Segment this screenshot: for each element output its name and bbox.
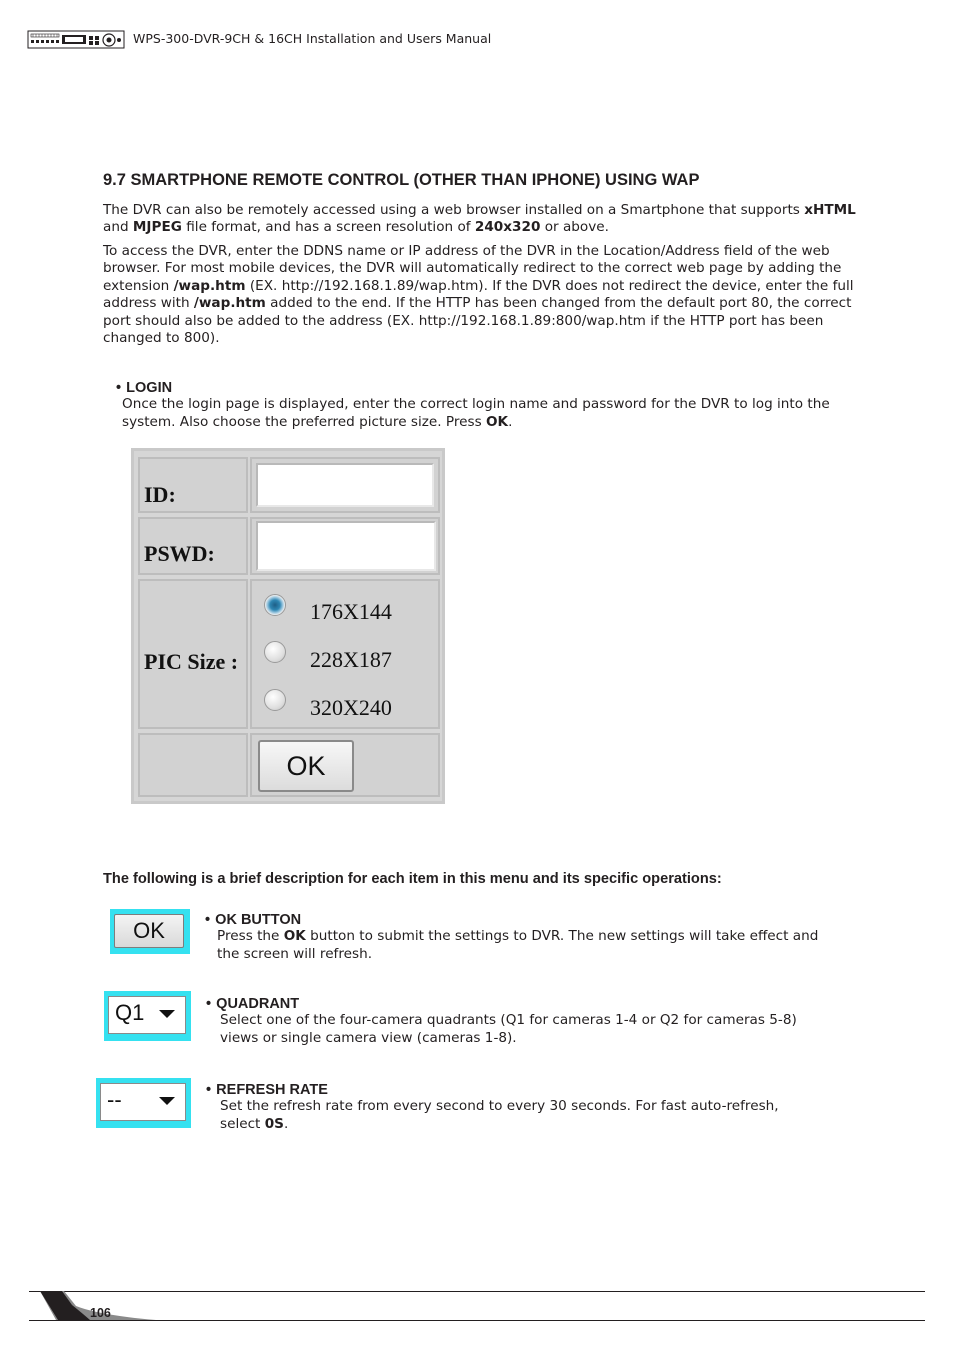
radio-176x144[interactable] bbox=[264, 594, 286, 616]
ok-button-widget-frame bbox=[110, 909, 190, 954]
login-form-screenshot bbox=[131, 448, 445, 804]
refresh-rate-heading: • REFRESH RATE bbox=[206, 1082, 328, 1098]
pswd-input-cell bbox=[250, 517, 440, 575]
chevron-down-icon bbox=[159, 1097, 175, 1105]
quadrant-heading: • QUADRANT bbox=[206, 996, 300, 1012]
password-input[interactable] bbox=[256, 521, 436, 571]
manual-title: WPS-300-DVR-9CH & 16CH Installation and Users Manual bbox=[133, 31, 492, 46]
intro-paragraph: The DVR can also be remotely accessed using a web browser installed on a Smartphone that supports xHTML and MJPEG file format, and has a screen resolution of 240x320 or above. bbox=[103, 202, 856, 236]
id-label: ID: bbox=[144, 482, 176, 507]
description-intro: The following is a brief description for each item in this menu and its specific operations: bbox=[103, 871, 722, 887]
pic-size-label: PIC Size : bbox=[144, 649, 239, 674]
refresh-rate-widget-frame bbox=[96, 1078, 191, 1128]
refresh-rate-description: Set the refresh rate from every second to every 30 seconds. For fast auto-refresh, select 0S. bbox=[220, 1098, 779, 1132]
page-number: 106 bbox=[90, 1306, 111, 1320]
ok-button-heading: • OK BUTTON bbox=[205, 912, 302, 928]
ok-button-description: Press the OK button to submit the settings to DVR. The new settings will take effect and the screen will refresh. bbox=[217, 928, 819, 962]
radio-228x187[interactable] bbox=[264, 641, 286, 663]
id-input-cell bbox=[250, 457, 440, 513]
footer-top-rule bbox=[29, 1291, 925, 1292]
footer-bottom-rule bbox=[29, 1320, 925, 1321]
dvr-unit-icon bbox=[27, 28, 125, 50]
pswd-label-cell bbox=[138, 517, 248, 575]
quadrant-description: Select one of the four-camera quadrants (Q1 for cameras 1-4 or Q2 for cameras 5-8) views or single camera view (cameras 1-8). bbox=[220, 1012, 797, 1046]
ok-button-widget: OK bbox=[114, 914, 184, 948]
login-heading: • LOGIN bbox=[116, 380, 173, 396]
size-option-label: 228X187 bbox=[310, 647, 392, 672]
empty-cell bbox=[138, 733, 248, 797]
chevron-down-icon bbox=[159, 1010, 175, 1018]
ok-button-cell bbox=[250, 733, 440, 797]
pic-size-label-cell bbox=[138, 579, 248, 729]
login-description: Once the login page is displayed, enter the correct login name and password for the DVR to log into the system. Also choose the preferred picture size. Press OK. bbox=[122, 396, 830, 430]
pic-size-options-cell bbox=[250, 579, 440, 729]
size-option-label: 320X240 bbox=[310, 695, 392, 720]
quadrant-select-widget: Q1 bbox=[108, 996, 186, 1034]
size-option-label: 176X144 bbox=[310, 599, 392, 624]
access-paragraph: To access the DVR, enter the DDNS name or IP address of the DVR in the Location/Address field of the web browser. For most mobile devices, the DVR will automatically redirect to the correct web page by adding the extension /wap.htm (EX. http://192.168.1.89/wap.htm). If the DVR does not redirect the device, enter the full address with /wap.htm added to the end. If the HTTP has been changed from the default port 80, the correct port should also be added to the address (EX. http://192.168.1.89:800/wap.htm if the HTTP port has been changed to 800). bbox=[103, 243, 854, 347]
radio-320x240[interactable] bbox=[264, 689, 286, 711]
ok-button[interactable]: OK bbox=[258, 740, 354, 792]
refresh-rate-select-widget: -- bbox=[100, 1083, 186, 1121]
id-label-cell bbox=[138, 457, 248, 513]
pswd-label: PSWD: bbox=[144, 541, 215, 566]
id-input[interactable] bbox=[256, 463, 434, 507]
section-title: 9.7 SMARTPHONE REMOTE CONTROL (OTHER THAN IPHONE) USING WAP bbox=[103, 171, 700, 189]
quadrant-widget-frame bbox=[104, 991, 191, 1041]
